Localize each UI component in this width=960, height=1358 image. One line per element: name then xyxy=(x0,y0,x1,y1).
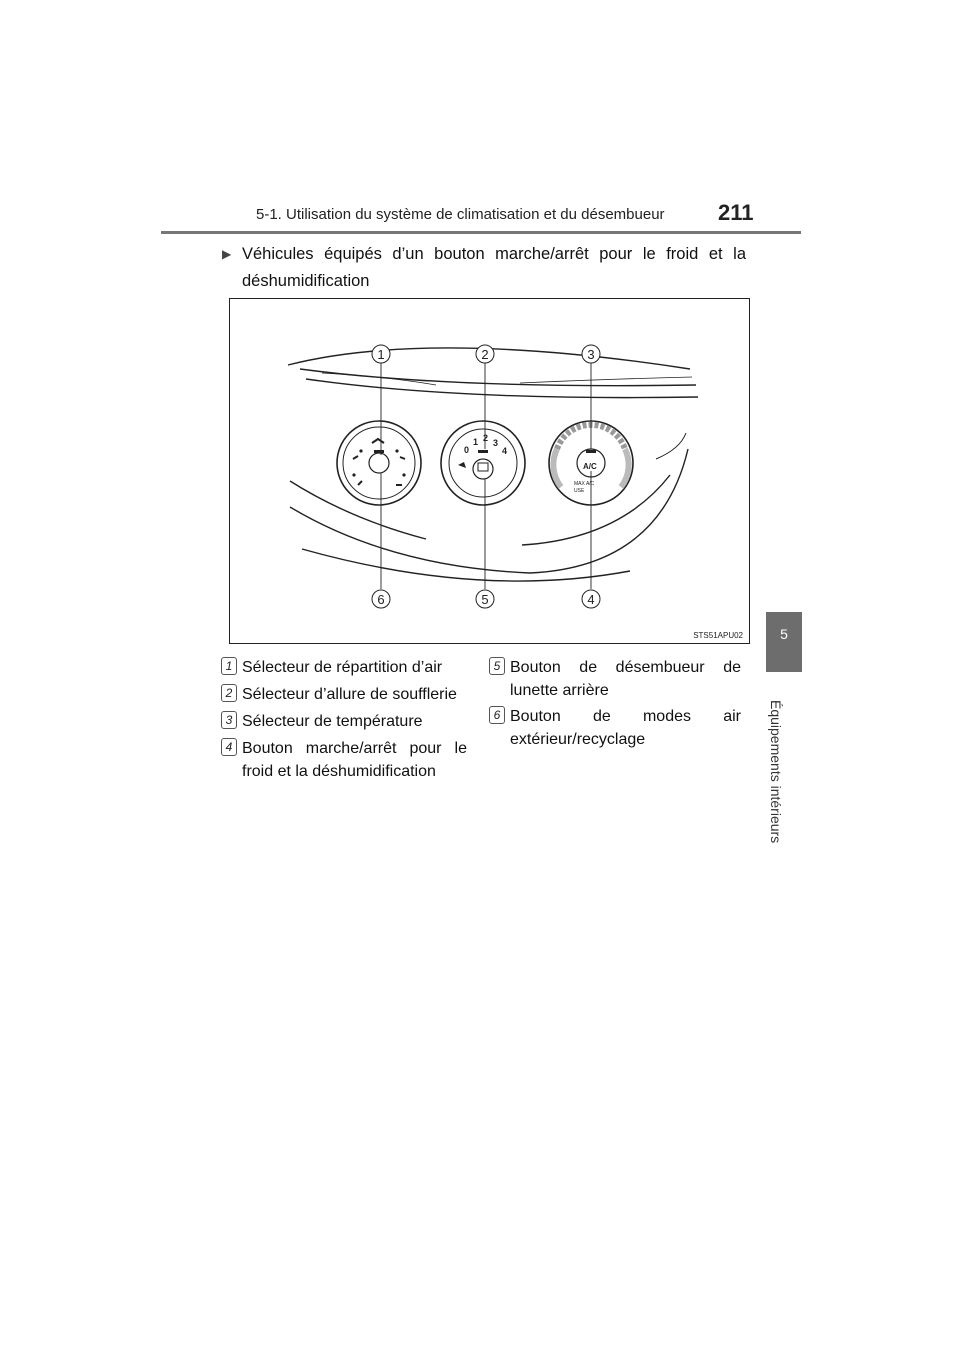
legend-text-line-1: Bouton de désembueur de xyxy=(510,659,741,676)
legend-item xyxy=(221,683,467,706)
legend-item xyxy=(221,656,467,679)
page-header xyxy=(0,0,960,240)
chapter-number: 5 xyxy=(780,626,788,642)
legend-number: 6 xyxy=(489,706,505,724)
legend-text-line-1: Bouton marche/arrêt pour le xyxy=(242,740,467,757)
legend-text-line-2: froid et la déshumidification xyxy=(242,763,436,780)
callout-2: 2 xyxy=(481,347,489,362)
callout-6: 6 xyxy=(377,592,385,607)
fan-mark-3: 3 xyxy=(493,438,499,448)
fan-mark-0: 0 xyxy=(464,445,470,455)
air-distribution-dial xyxy=(337,421,421,505)
max-ac-label: MAX A/C xyxy=(574,481,595,487)
legend-text-line-2: extérieur/recyclage xyxy=(510,731,646,748)
bullet-arrow-icon: ▶ xyxy=(222,247,232,261)
legend-item xyxy=(489,656,741,702)
chapter-tab xyxy=(766,612,802,672)
callout-5: 5 xyxy=(481,592,489,607)
legend-item xyxy=(221,710,467,733)
legend-number: 1 xyxy=(221,657,237,675)
intro-line-1: Véhicules équipés d’un bouton marche/arrêt pour le froid et la xyxy=(242,245,746,263)
header-rule xyxy=(161,231,801,234)
intro-line-2: déshumidification xyxy=(242,272,370,290)
figure-code: STS51APU02 xyxy=(693,631,743,640)
legend-text: Sélecteur de température xyxy=(242,713,423,730)
climate-control-illustration xyxy=(230,299,749,643)
ac-button-label: A/C xyxy=(583,462,597,471)
legend-text: Sélecteur d’allure de soufflerie xyxy=(242,686,457,703)
legend-number: 3 xyxy=(221,711,237,729)
legend-number: 2 xyxy=(221,684,237,702)
climate-control-figure xyxy=(229,298,750,644)
section-title: 5-1. Utilisation du système de climatisation et du désembueur xyxy=(256,206,665,223)
legend-text-line-2: lunette arrière xyxy=(510,682,609,699)
fan-mark-4: 4 xyxy=(502,446,508,456)
legend-number: 5 xyxy=(489,657,505,675)
legend-text-line-1: Bouton de modes air xyxy=(510,708,741,725)
use-label: USE xyxy=(574,488,585,494)
intro-paragraph xyxy=(222,241,746,295)
legend-item xyxy=(221,737,467,783)
chapter-label: Équipements intérieurs xyxy=(768,700,784,844)
fan-mark-2: 2 xyxy=(483,433,489,443)
legend-text: Sélecteur de répartition d’air xyxy=(242,659,443,676)
callout-3: 3 xyxy=(587,347,595,362)
callout-4: 4 xyxy=(587,592,595,607)
page-number: 211 xyxy=(718,200,754,225)
legend-number: 4 xyxy=(221,738,237,756)
legend-item xyxy=(489,705,741,751)
fan-mark-1: 1 xyxy=(473,437,479,447)
callout-1: 1 xyxy=(377,347,385,362)
fan-speed-dial xyxy=(441,421,525,505)
